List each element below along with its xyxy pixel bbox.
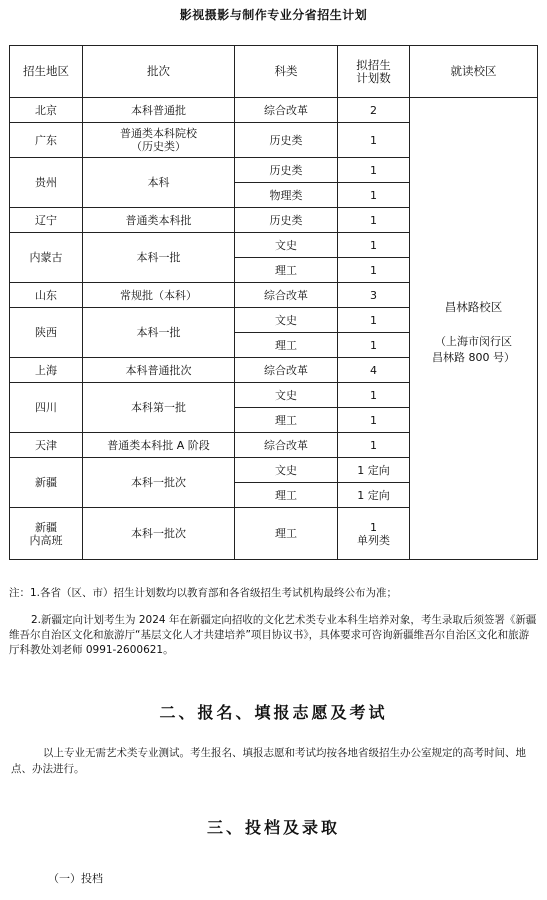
cell-plan-count: 1 <box>338 123 410 158</box>
cell-batch: 本科一批 <box>83 233 235 283</box>
cell-plan-count: 4 <box>338 358 410 383</box>
cell-subject: 文史 <box>235 308 338 333</box>
cell-subject: 综合改革 <box>235 283 338 308</box>
cell-subject: 理工 <box>235 508 338 560</box>
cell-plan-count: 1 <box>338 183 410 208</box>
cell-batch: 本科一批次 <box>83 458 235 508</box>
cell-batch: 本科普通批 <box>83 98 235 123</box>
notes <box>9 586 539 658</box>
cell-region: 山东 <box>10 283 83 308</box>
cell-plan-count: 3 <box>338 283 410 308</box>
cell-plan-count: 1 单列类 <box>338 508 410 560</box>
cell-batch: 本科第一批 <box>83 383 235 433</box>
cell-plan-count: 1 定向 <box>338 483 410 508</box>
cell-batch: 本科 <box>83 158 235 208</box>
note-1: 注：1.各省（区、市）招生计划数均以教育部和各省级招生考试机构最终公布为准； <box>9 587 398 599</box>
section-3-heading: 三、投档及录取 <box>206 818 340 837</box>
cell-batch: 常规批（本科） <box>83 283 235 308</box>
cell-batch: 本科一批 <box>83 308 235 358</box>
cell-subject: 理工 <box>235 408 338 433</box>
cell-subject: 文史 <box>235 458 338 483</box>
section-2-heading: 二、报名、填报志愿及考试 <box>159 703 388 722</box>
cell-subject: 综合改革 <box>235 358 338 383</box>
cell-region: 内蒙古 <box>10 233 83 283</box>
cell-plan-count: 1 <box>338 383 410 408</box>
cell-region: 北京 <box>10 98 83 123</box>
cell-region: 上海 <box>10 358 83 383</box>
cell-subject: 历史类 <box>235 123 338 158</box>
table-body <box>10 98 538 560</box>
cell-plan-count: 1 定向 <box>338 458 410 483</box>
cell-region: 广东 <box>10 123 83 158</box>
cell-subject: 综合改革 <box>235 433 338 458</box>
cell-region: 辽宁 <box>10 208 83 233</box>
cell-region: 四川 <box>10 383 83 433</box>
cell-plan-count: 1 <box>338 433 410 458</box>
header-batch: 批次 <box>83 46 235 98</box>
cell-subject: 历史类 <box>235 208 338 233</box>
cell-subject: 理工 <box>235 333 338 358</box>
enrollment-plan-table <box>9 45 538 560</box>
table-header-row <box>10 46 538 98</box>
cell-region: 贵州 <box>10 158 83 208</box>
note-2: 2.新疆定向计划考生为 2024 年在新疆定向招收的文化艺术类专业本科生培养对象，考生录取后须签署《新疆维吾尔自治区文化和旅游厅“基层文化人才共建培养”项目协议书》，具体要求可咨询新疆维吾尔自治区文化和旅游厅科教处刘老师 0991-2600621。 <box>9 614 537 656</box>
cell-plan-count: 1 <box>338 208 410 233</box>
campus-address: （上海市闵行区 昌林路 800 号） <box>432 335 515 364</box>
cell-region: 新疆 <box>10 458 83 508</box>
cell-plan-count: 1 <box>338 333 410 358</box>
page-title: 影视摄影与制作专业分省招生计划 <box>179 8 368 22</box>
cell-subject: 物理类 <box>235 183 338 208</box>
header-region: 招生地区 <box>10 46 83 98</box>
cell-region: 陕西 <box>10 308 83 358</box>
cell-batch: 普通类本科院校 （历史类） <box>83 123 235 158</box>
cell-batch: 本科普通批次 <box>83 358 235 383</box>
section-2-paragraph: 以上专业无需艺术类专业测试。考生报名、填报志愿和考试均按各地省级招生办公室规定的高考时间、地点、办法进行。 <box>11 747 526 775</box>
cell-subject: 文史 <box>235 233 338 258</box>
cell-plan-count: 2 <box>338 98 410 123</box>
header-campus: 就读校区 <box>410 46 538 98</box>
campus-name: 昌林路校区 <box>444 300 503 314</box>
cell-plan-count: 1 <box>338 233 410 258</box>
cell-batch: 普通类本科批 A 阶段 <box>83 433 235 458</box>
cell-plan-count: 1 <box>338 158 410 183</box>
cell-batch: 本科一批次 <box>83 508 235 560</box>
cell-subject: 理工 <box>235 258 338 283</box>
header-plan-count: 拟招生 计划数 <box>338 46 410 98</box>
cell-subject: 历史类 <box>235 158 338 183</box>
cell-plan-count: 1 <box>338 258 410 283</box>
cell-campus <box>410 98 538 560</box>
section-3-subheading: （一）投档 <box>48 872 103 885</box>
cell-subject: 文史 <box>235 383 338 408</box>
cell-region: 天津 <box>10 433 83 458</box>
cell-subject: 综合改革 <box>235 98 338 123</box>
table-row <box>10 98 538 123</box>
header-subject: 科类 <box>235 46 338 98</box>
cell-subject: 理工 <box>235 483 338 508</box>
cell-plan-count: 1 <box>338 308 410 333</box>
cell-plan-count: 1 <box>338 408 410 433</box>
cell-region: 新疆 内高班 <box>10 508 83 560</box>
cell-batch: 普通类本科批 <box>83 208 235 233</box>
